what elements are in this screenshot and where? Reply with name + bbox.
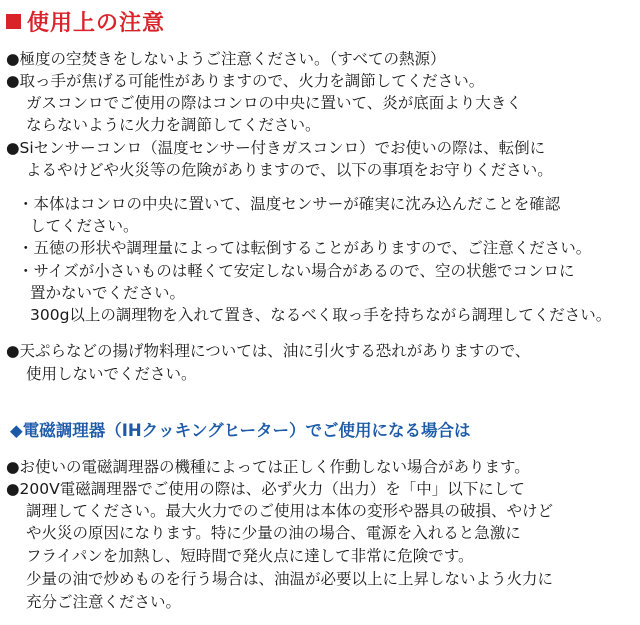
note-line: ●極度の空焚きをしないようご注意ください。（すべての熱源） [6, 50, 446, 68]
note-line: や火災の原因になります。特に少量の油の場合、電源を入れると急激に [26, 524, 521, 542]
note-line: ●お使いの電磁調理器の機種によっては正しく作動しない場合があります。 [6, 458, 530, 476]
note-line: ●取っ手が焦げる可能性がありますので、火力を調節してください。 [6, 72, 485, 90]
note-line: ガスコンロでご使用の際はコンロの中央に置いて、炎が底面より大きく [26, 94, 522, 112]
note-line: してください。 [30, 217, 139, 235]
note-line: ●Siセンサーコンロ（温度センサー付きガスコンロ）でお使いの際は、転倒に [6, 139, 546, 157]
note-line: 少量の油で炒めものを行う場合は、油温が必要以上に上昇しないよう火力に [26, 570, 554, 588]
note-line: 調理してください。最大火力でのご使用は本体の変形や器具の破損、やけど [26, 502, 554, 520]
note-line: ●200V電磁調理器でご使用の際は、必ず火力（出力）を「中」以下にして [6, 480, 525, 498]
section-title [6, 4, 165, 38]
note-line: ・サイズが小さいものは軽くて安定しない場合があるので、空の状態でコンロに [18, 262, 575, 280]
note-line: 充分ご注意ください。 [26, 593, 182, 611]
square-marker-icon [6, 14, 21, 29]
ih-section-title: ◆電磁調理器（IHクッキングヒーター）でご使用になる場合は [10, 421, 471, 440]
note-line: ・本体はコンロの中央に置いて、温度センサーが確実に沈み込んだことを確認 [18, 195, 561, 213]
note-line: 300g以上の調理物を入れて置き、なるべく取っ手を持ちながら調理してください。 [30, 306, 612, 324]
note-line: 置かないでください。 [30, 284, 186, 302]
title-text: 使用上の注意 [27, 10, 166, 36]
note-line: ●天ぷらなどの揚げ物料理については、油に引火する恐れがありますので、 [6, 342, 531, 360]
note-line: フライパンを加熱し、短時間で発火点に達して非常に危険です。 [26, 547, 474, 565]
note-line: ・五徳の形状や調理量によっては転倒することがありますので、ご注意ください。 [18, 239, 592, 257]
note-line: よるやけどや火災等の危険がありますので、以下の事項をお守りください。 [26, 161, 553, 179]
note-line: ならないように火力を調節してください。 [26, 116, 321, 134]
note-line: 使用しないでください。 [26, 365, 197, 383]
